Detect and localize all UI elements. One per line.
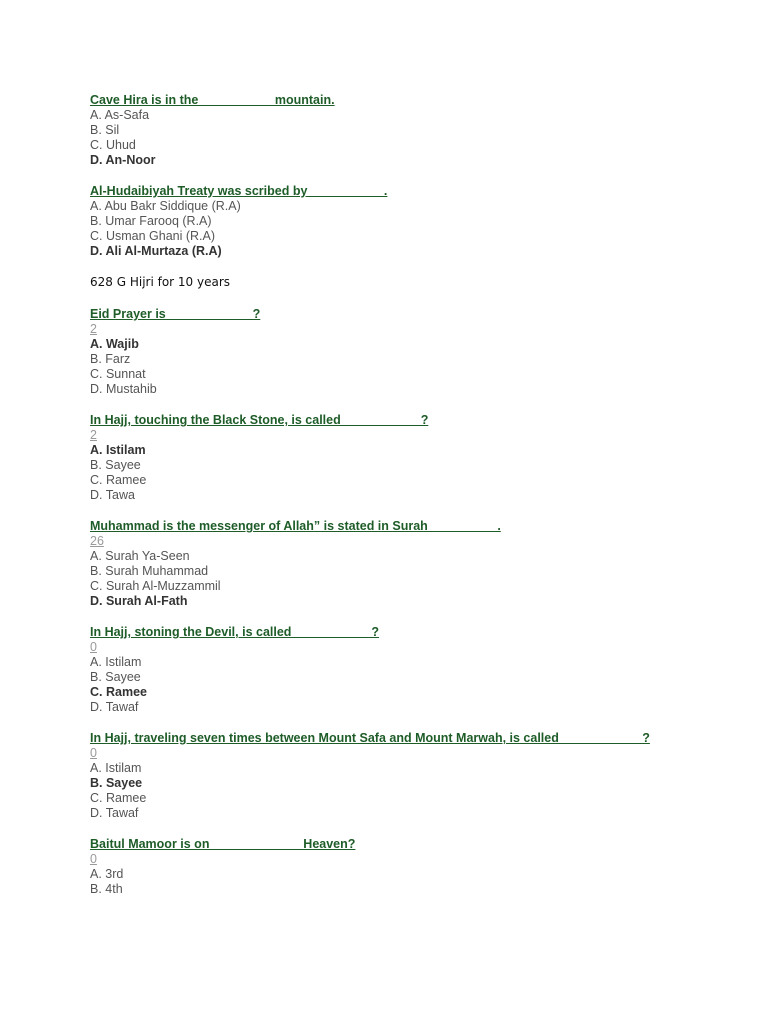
question-group-2 [90, 307, 710, 897]
answer-option: A. Istilam [90, 761, 142, 775]
question-text: Cave Hira is in the __________ mountain. [90, 93, 335, 107]
question-item [90, 413, 710, 503]
answer-option: B. Farz [90, 352, 131, 366]
question-text: In Hajj, touching the Black Stone, is called ___________? [90, 413, 429, 427]
question-item [90, 731, 710, 821]
answer-option: A. Surah Ya-Seen [90, 549, 190, 563]
question-item [90, 93, 710, 168]
answer-option: C. Ramee [90, 791, 147, 805]
answer-option: B. Sayee [90, 458, 141, 472]
question-text: In Hajj, traveling seven times between Mount Safa and Mount Marwah, is called____________? [90, 731, 650, 745]
correct-option: A. Istilam [90, 443, 146, 457]
answer-option: B. 4th [90, 882, 123, 896]
answer-option: C. Uhud [90, 138, 136, 152]
answer-option: D. Tawaf [90, 806, 139, 820]
question-text: Eid Prayer is ____________? [90, 307, 261, 321]
answer-option: B. Sil [90, 123, 120, 137]
answer-option: C. Ramee [90, 473, 147, 487]
answer-count-link[interactable]: 0 [90, 852, 97, 866]
answer-option: D. Tawaf [90, 700, 139, 714]
answer-count-link[interactable]: 26 [90, 534, 104, 548]
correct-option: D. An-Noor [90, 153, 156, 167]
answer-option: D. Tawa [90, 488, 135, 502]
question-text: Al-Hudaibiyah Treaty was scribed by___________. [90, 184, 388, 198]
correct-option: D. Surah Al-Fath [90, 594, 188, 608]
answer-count-link[interactable]: 2 [90, 428, 97, 442]
answer-option: A. 3rd [90, 867, 124, 881]
note-text: 628 G Hijri for 10 years [90, 275, 231, 289]
correct-option: A. Wajib [90, 337, 139, 351]
question-item [90, 625, 710, 715]
question-group-1 [90, 93, 710, 259]
correct-option: C. Ramee [90, 685, 147, 699]
answer-count-link[interactable]: 0 [90, 640, 97, 654]
correct-option: D. Ali Al-Murtaza (R.A) [90, 244, 222, 258]
answer-option: A. Abu Bakr Siddique (R.A) [90, 199, 241, 213]
answer-option: C. Usman Ghani (R.A) [90, 229, 216, 243]
question-text: In Hajj, stoning the Devil, is called ___________? [90, 625, 380, 639]
question-item [90, 837, 710, 897]
answer-option: B. Umar Farooq (R.A) [90, 214, 212, 228]
answer-option: D. Mustahib [90, 382, 157, 396]
answer-option: B. Surah Muhammad [90, 564, 209, 578]
correct-option: B. Sayee [90, 776, 143, 790]
answer-option: C. Sunnat [90, 367, 146, 381]
question-text: Muhammad is the messenger of Allah” is stated in Surah__________. [90, 519, 501, 533]
answer-option: B. Sayee [90, 670, 141, 684]
question-item [90, 307, 710, 397]
answer-count-link[interactable]: 2 [90, 322, 97, 336]
answer-count-link[interactable]: 0 [90, 746, 97, 760]
answer-option: A. Istilam [90, 655, 142, 669]
question-text: Baitul Mamoor is on _____________Heaven? [90, 837, 356, 851]
answer-option: A. As-Safa [90, 108, 150, 122]
question-item [90, 184, 710, 259]
answer-option: C. Surah Al-Muzzammil [90, 579, 221, 593]
question-item [90, 519, 710, 609]
quiz-document [90, 93, 710, 913]
